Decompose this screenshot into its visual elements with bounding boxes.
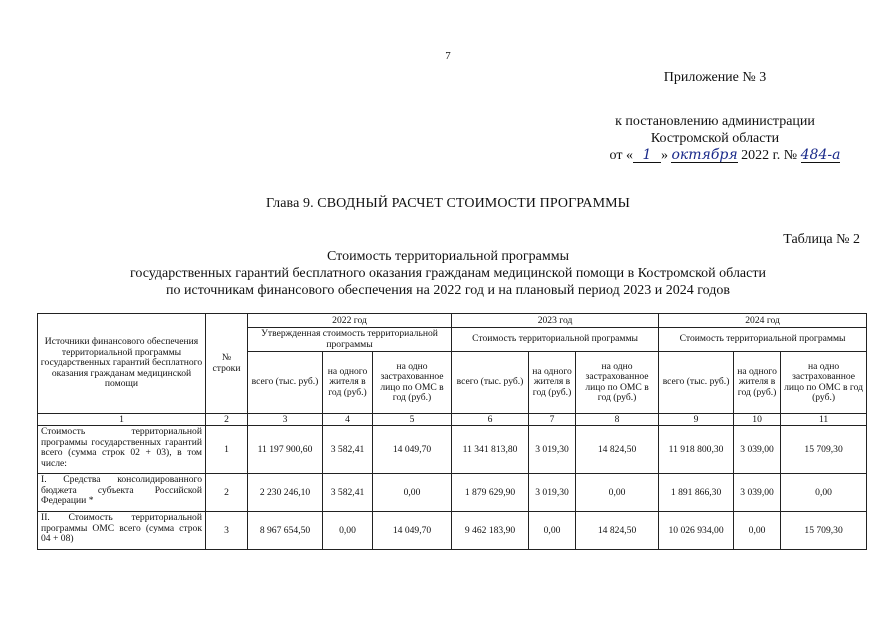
cell-value: 8 967 654,50	[248, 512, 323, 550]
cell-value: 3 039,00	[734, 426, 781, 474]
column-number: 2	[206, 414, 248, 426]
table-row	[38, 474, 867, 512]
header-2022-per-insured: на одно застрахованное лицо по ОМС в год (руб.)	[373, 352, 452, 414]
column-number: 4	[323, 414, 373, 426]
header-2022-per-resident: на одного жителя в год (руб.)	[323, 352, 373, 414]
header-2024-total: всего (тыс. руб.)	[659, 352, 734, 414]
row-label: I. Средства консолидированного бюджета субъекта Российской Федерации *	[38, 474, 206, 512]
table-title-line-1: Стоимость территориальной программы	[326, 249, 570, 264]
date-month: октября	[671, 147, 738, 163]
row-label: Стоимость территориальной программы государственных гарантий всего (сумма строк 02 + 03), в том числе:	[38, 426, 206, 474]
column-number: 9	[659, 414, 734, 426]
header-year-2023: 2023 год	[452, 314, 659, 328]
header-2023-subtitle: Стоимость территориальной программы	[452, 328, 659, 352]
annex-line-1: к постановлению администрации	[615, 114, 815, 129]
cell-value: 3 019,30	[529, 426, 576, 474]
table-number: Таблица № 2	[783, 232, 860, 247]
table-title-line-2: государственных гарантий бесплатного оказания гражданам медицинской помощи в Костромской области	[130, 266, 766, 281]
column-number: 1	[38, 414, 206, 426]
column-number: 3	[248, 414, 323, 426]
header-2022-total: всего (тыс. руб.)	[248, 352, 323, 414]
header-year-2024: 2024 год	[659, 314, 867, 328]
column-number: 8	[576, 414, 659, 426]
cell-value: 1 891 866,30	[659, 474, 734, 512]
header-2024-per-resident: на одного жителя в год (руб.)	[734, 352, 781, 414]
cost-table	[37, 313, 867, 550]
cell-value: 3 039,00	[734, 474, 781, 512]
table-row	[38, 512, 867, 550]
annex-line-2: Костромской области	[650, 131, 780, 146]
cell-value: 0,00	[576, 474, 659, 512]
column-number: 7	[529, 414, 576, 426]
page-number: 7	[445, 50, 451, 62]
cell-value: 11 341 813,80	[452, 426, 529, 474]
column-number: 10	[734, 414, 781, 426]
cell-value: 11 918 800,30	[659, 426, 734, 474]
header-year-2022: 2022 год	[248, 314, 452, 328]
cell-value: 2 230 246,10	[248, 474, 323, 512]
column-number: 5	[373, 414, 452, 426]
table-row	[38, 426, 867, 474]
header-2022-subtitle: Утвержденная стоимость территориальной программы	[248, 328, 452, 352]
cell-value: 0,00	[373, 474, 452, 512]
cell-value: 0,00	[529, 512, 576, 550]
cell-value: 9 462 183,90	[452, 512, 529, 550]
date-prefix: от «	[609, 148, 633, 163]
header-row-years	[38, 314, 867, 328]
cell-value: 3 582,41	[323, 474, 373, 512]
header-2024-subtitle: Стоимость территориальной программы	[659, 328, 867, 352]
cell-value: 14 049,70	[373, 512, 452, 550]
date-year: 2022 г. №	[741, 148, 798, 163]
header-2023-per-resident: на одного жителя в год (руб.)	[529, 352, 576, 414]
header-2023-total: всего (тыс. руб.)	[452, 352, 529, 414]
header-2023-per-insured: на одно застрахованное лицо по ОМС в год (руб.)	[576, 352, 659, 414]
row-number: 3	[206, 512, 248, 550]
cell-value: 14 049,70	[373, 426, 452, 474]
row-label: II. Стоимость территориальной программы ОМС всего (сумма строк 04 + 08)	[38, 512, 206, 550]
cell-value: 10 026 934,00	[659, 512, 734, 550]
table-title-line-3: по источникам финансового обеспечения на 2022 год и на плановый период 2023 и 2024 годов	[166, 283, 730, 298]
cell-value: 3 582,41	[323, 426, 373, 474]
column-number: 6	[452, 414, 529, 426]
header-source: Источники финансового обеспечения территориальной программы государственных гарантий бесплатного оказания гражданам медицинской помощи	[38, 314, 206, 414]
cell-value: 14 824,50	[576, 512, 659, 550]
cell-value: 15 709,30	[781, 512, 867, 550]
column-numbers-row	[38, 414, 867, 426]
cell-value: 0,00	[734, 512, 781, 550]
cell-value: 15 709,30	[781, 426, 867, 474]
column-number: 11	[781, 414, 867, 426]
annex-title: Приложение № 3	[663, 70, 767, 85]
header-row-number: № строки	[206, 314, 248, 414]
cell-value: 0,00	[781, 474, 867, 512]
cell-value: 0,00	[323, 512, 373, 550]
header-2024-per-insured: на одно застрахованное лицо по ОМС в год (руб.)	[781, 352, 867, 414]
cell-value: 3 019,30	[529, 474, 576, 512]
date-day: 1	[633, 148, 661, 163]
cell-value: 11 197 900,60	[248, 426, 323, 474]
cell-value: 14 824,50	[576, 426, 659, 474]
chapter-title: Глава 9. СВОДНЫЙ РАСЧЕТ СТОИМОСТИ ПРОГРАММЫ	[266, 196, 630, 211]
annex-date-line	[585, 148, 865, 164]
row-number: 1	[206, 426, 248, 474]
row-number: 2	[206, 474, 248, 512]
document-number: 484-а	[800, 147, 841, 163]
cell-value: 1 879 629,90	[452, 474, 529, 512]
date-mid: »	[660, 148, 668, 163]
